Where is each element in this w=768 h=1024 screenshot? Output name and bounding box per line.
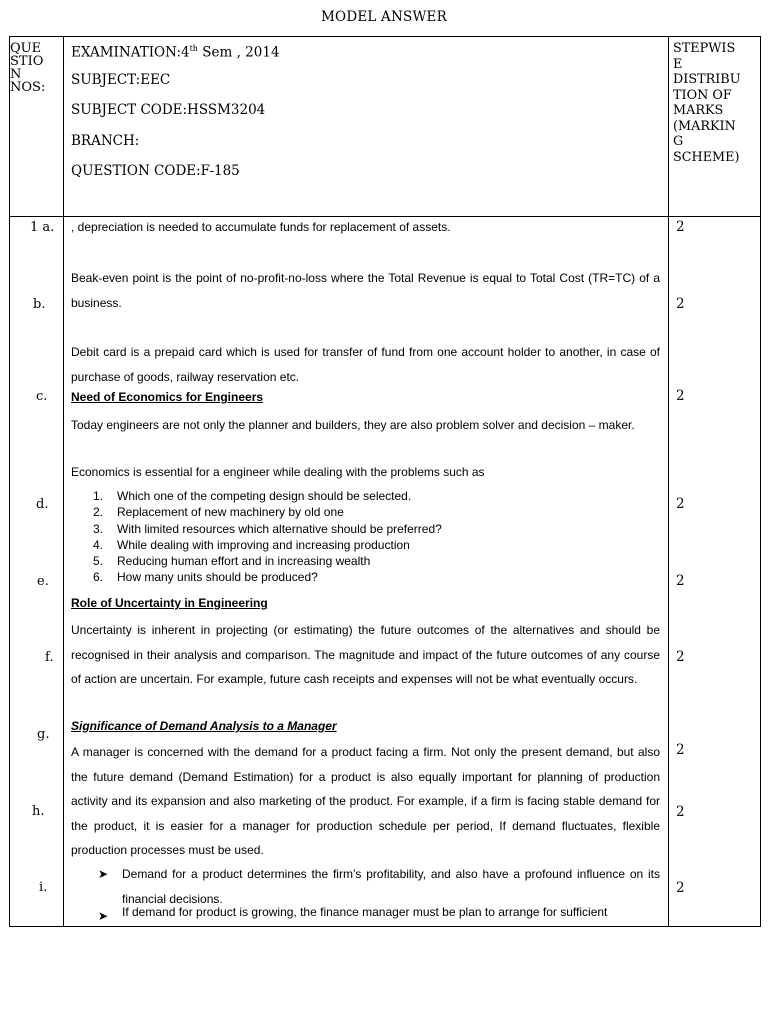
subject-info: SUBJECT:EEC	[71, 72, 171, 88]
header-text-line: SCHEME)	[673, 149, 740, 165]
answer-c-text: Debit card is a prepaid card which is used for transfer of fund from one account holder to another, in case of purchase of goods, railway reservation etc.	[71, 345, 660, 384]
mark-value: 2	[676, 219, 685, 235]
table-bottom-border	[9, 926, 761, 927]
examination-superscript: th	[189, 44, 198, 53]
header-text-line: NOS:	[10, 80, 46, 95]
list-item: 4. While dealing with improving and increasing production	[93, 537, 410, 552]
table-header-divider	[9, 216, 761, 217]
header-text-line: MARKS	[673, 103, 724, 118]
answer-f-heading: Significance of Demand Analysis to a Manager	[71, 719, 337, 733]
question-label: c.	[36, 389, 48, 404]
answer-e-paragraph: Uncertainty is inherent in projecting (or estimating) the future outcomes of the alternatives and should be recognised in their analysis and comparison. The magnitude and impact of the future outcomes of any course of action are uncertain. For example, future cash receipts and expenses will not be what eventually occurs.	[71, 623, 660, 686]
answer-b-text: Beak-even point is the point of no-profit-no-loss where the Total Revenue is equal to Total Cost (TR=TC) of a business.	[71, 271, 660, 310]
answer-e-heading: Role of Uncertainty in Engineering	[71, 596, 268, 610]
answer-d-list	[93, 488, 442, 586]
answer-d-heading: Need of Economics for Engineers	[71, 390, 264, 404]
header-text-line: N	[10, 67, 22, 82]
list-item: 3. With limited resources which alternative should be preferred?	[93, 521, 442, 536]
table-left-border	[9, 36, 10, 927]
examination-suffix: Sem , 2014	[197, 44, 280, 61]
list-item: 2. Replacement of new machinery by old one	[93, 505, 344, 520]
mark-value: 2	[676, 804, 685, 820]
header-text-line: DISTRIBU	[673, 72, 741, 87]
mark-value: 2	[676, 388, 685, 404]
marks-column-header	[673, 41, 763, 165]
answer-a-text: , depreciation is needed to accumulate funds for replacement of assets.	[71, 220, 451, 234]
header-text-line: TION OF	[673, 87, 732, 103]
mark-value: 2	[676, 296, 685, 312]
mark-value: 2	[676, 496, 685, 512]
mark-value: 2	[676, 649, 685, 665]
examination-prefix: EXAMINATION:4	[71, 44, 190, 61]
answer-f-paragraph: A manager is concerned with the demand for a product facing a firm. Not only the present demand, but also the future demand (Demand Estimation) for a product is also equally important for planning of production activity and its expansion and also marketing of the product. For example, if a firm is facing stable demand for the product, it is easier for a manager for production schedule per period, If demand fluctuates, flexible production processes must be used.	[71, 745, 660, 857]
question-label: i.	[39, 880, 48, 895]
document-title: MODEL ANSWER	[321, 9, 447, 25]
question-label: e.	[37, 574, 49, 589]
subject-code-info: SUBJECT CODE:HSSM3204	[71, 102, 266, 118]
list-item: 1. Which one of the competing design should be selected.	[93, 489, 412, 503]
column-divider-marks	[668, 36, 669, 927]
header-text-line: (MARKIN	[673, 118, 736, 134]
answer-d-intro: Economics is essential for a engineer while dealing with the problems such as	[71, 465, 485, 479]
branch-info: BRANCH:	[71, 133, 140, 149]
bullet-item: ➤ Demand for a product determines the firm’s profitability, and also have a profound influence on its financial decisions.	[98, 862, 660, 904]
header-text-line: E	[673, 56, 683, 72]
answer-d-paragraph: Today engineers are not only the planner and builders, they are also problem solver and decision – maker.	[71, 418, 635, 432]
examination-info	[71, 41, 280, 61]
question-label: f.	[45, 650, 54, 665]
mark-value: 2	[676, 880, 685, 896]
bullet-item: ➤ If demand for product is growing, the finance manager must be plan to arrange for sufficient	[98, 904, 660, 920]
question-label: b.	[33, 297, 46, 312]
question-label: 1 a.	[30, 220, 55, 235]
question-label: g.	[37, 727, 50, 742]
question-code-info: QUESTION CODE:F-185	[71, 163, 240, 179]
table-top-border	[9, 36, 761, 37]
mark-value: 2	[676, 742, 685, 758]
list-item: 5. Reducing human effort and in increasing wealth	[93, 554, 371, 569]
list-item: 6. How many units should be produced?	[93, 570, 318, 585]
arrow-bullet-icon: ➤	[98, 909, 109, 923]
column-divider-question	[63, 36, 64, 927]
mark-value: 2	[676, 573, 685, 589]
header-text-line: STEPWIS	[673, 41, 736, 56]
answer-f-bullet-list	[98, 862, 660, 923]
table-right-border	[760, 36, 761, 927]
question-column-header	[10, 42, 60, 94]
arrow-bullet-icon: ➤	[98, 867, 109, 881]
header-text-line: STIO	[10, 54, 44, 69]
question-label: d.	[36, 497, 49, 512]
header-text-line: G	[673, 134, 684, 149]
header-text-line: QUE	[10, 41, 42, 56]
question-label: h.	[32, 804, 45, 819]
